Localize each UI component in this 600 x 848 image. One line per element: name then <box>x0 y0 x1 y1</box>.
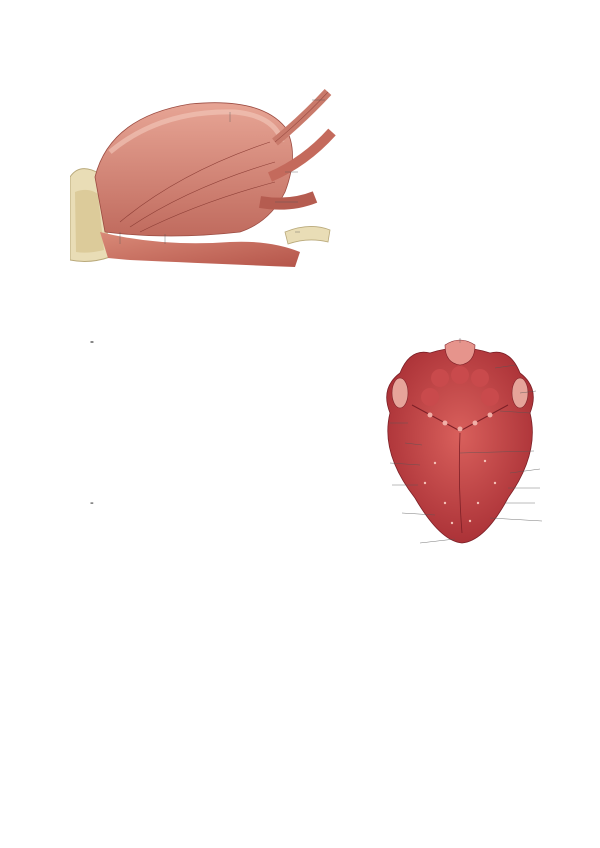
tongue-dorsum-figure <box>330 333 592 553</box>
tongue-muscles-figure <box>70 82 350 272</box>
intro-text <box>355 86 530 103</box>
